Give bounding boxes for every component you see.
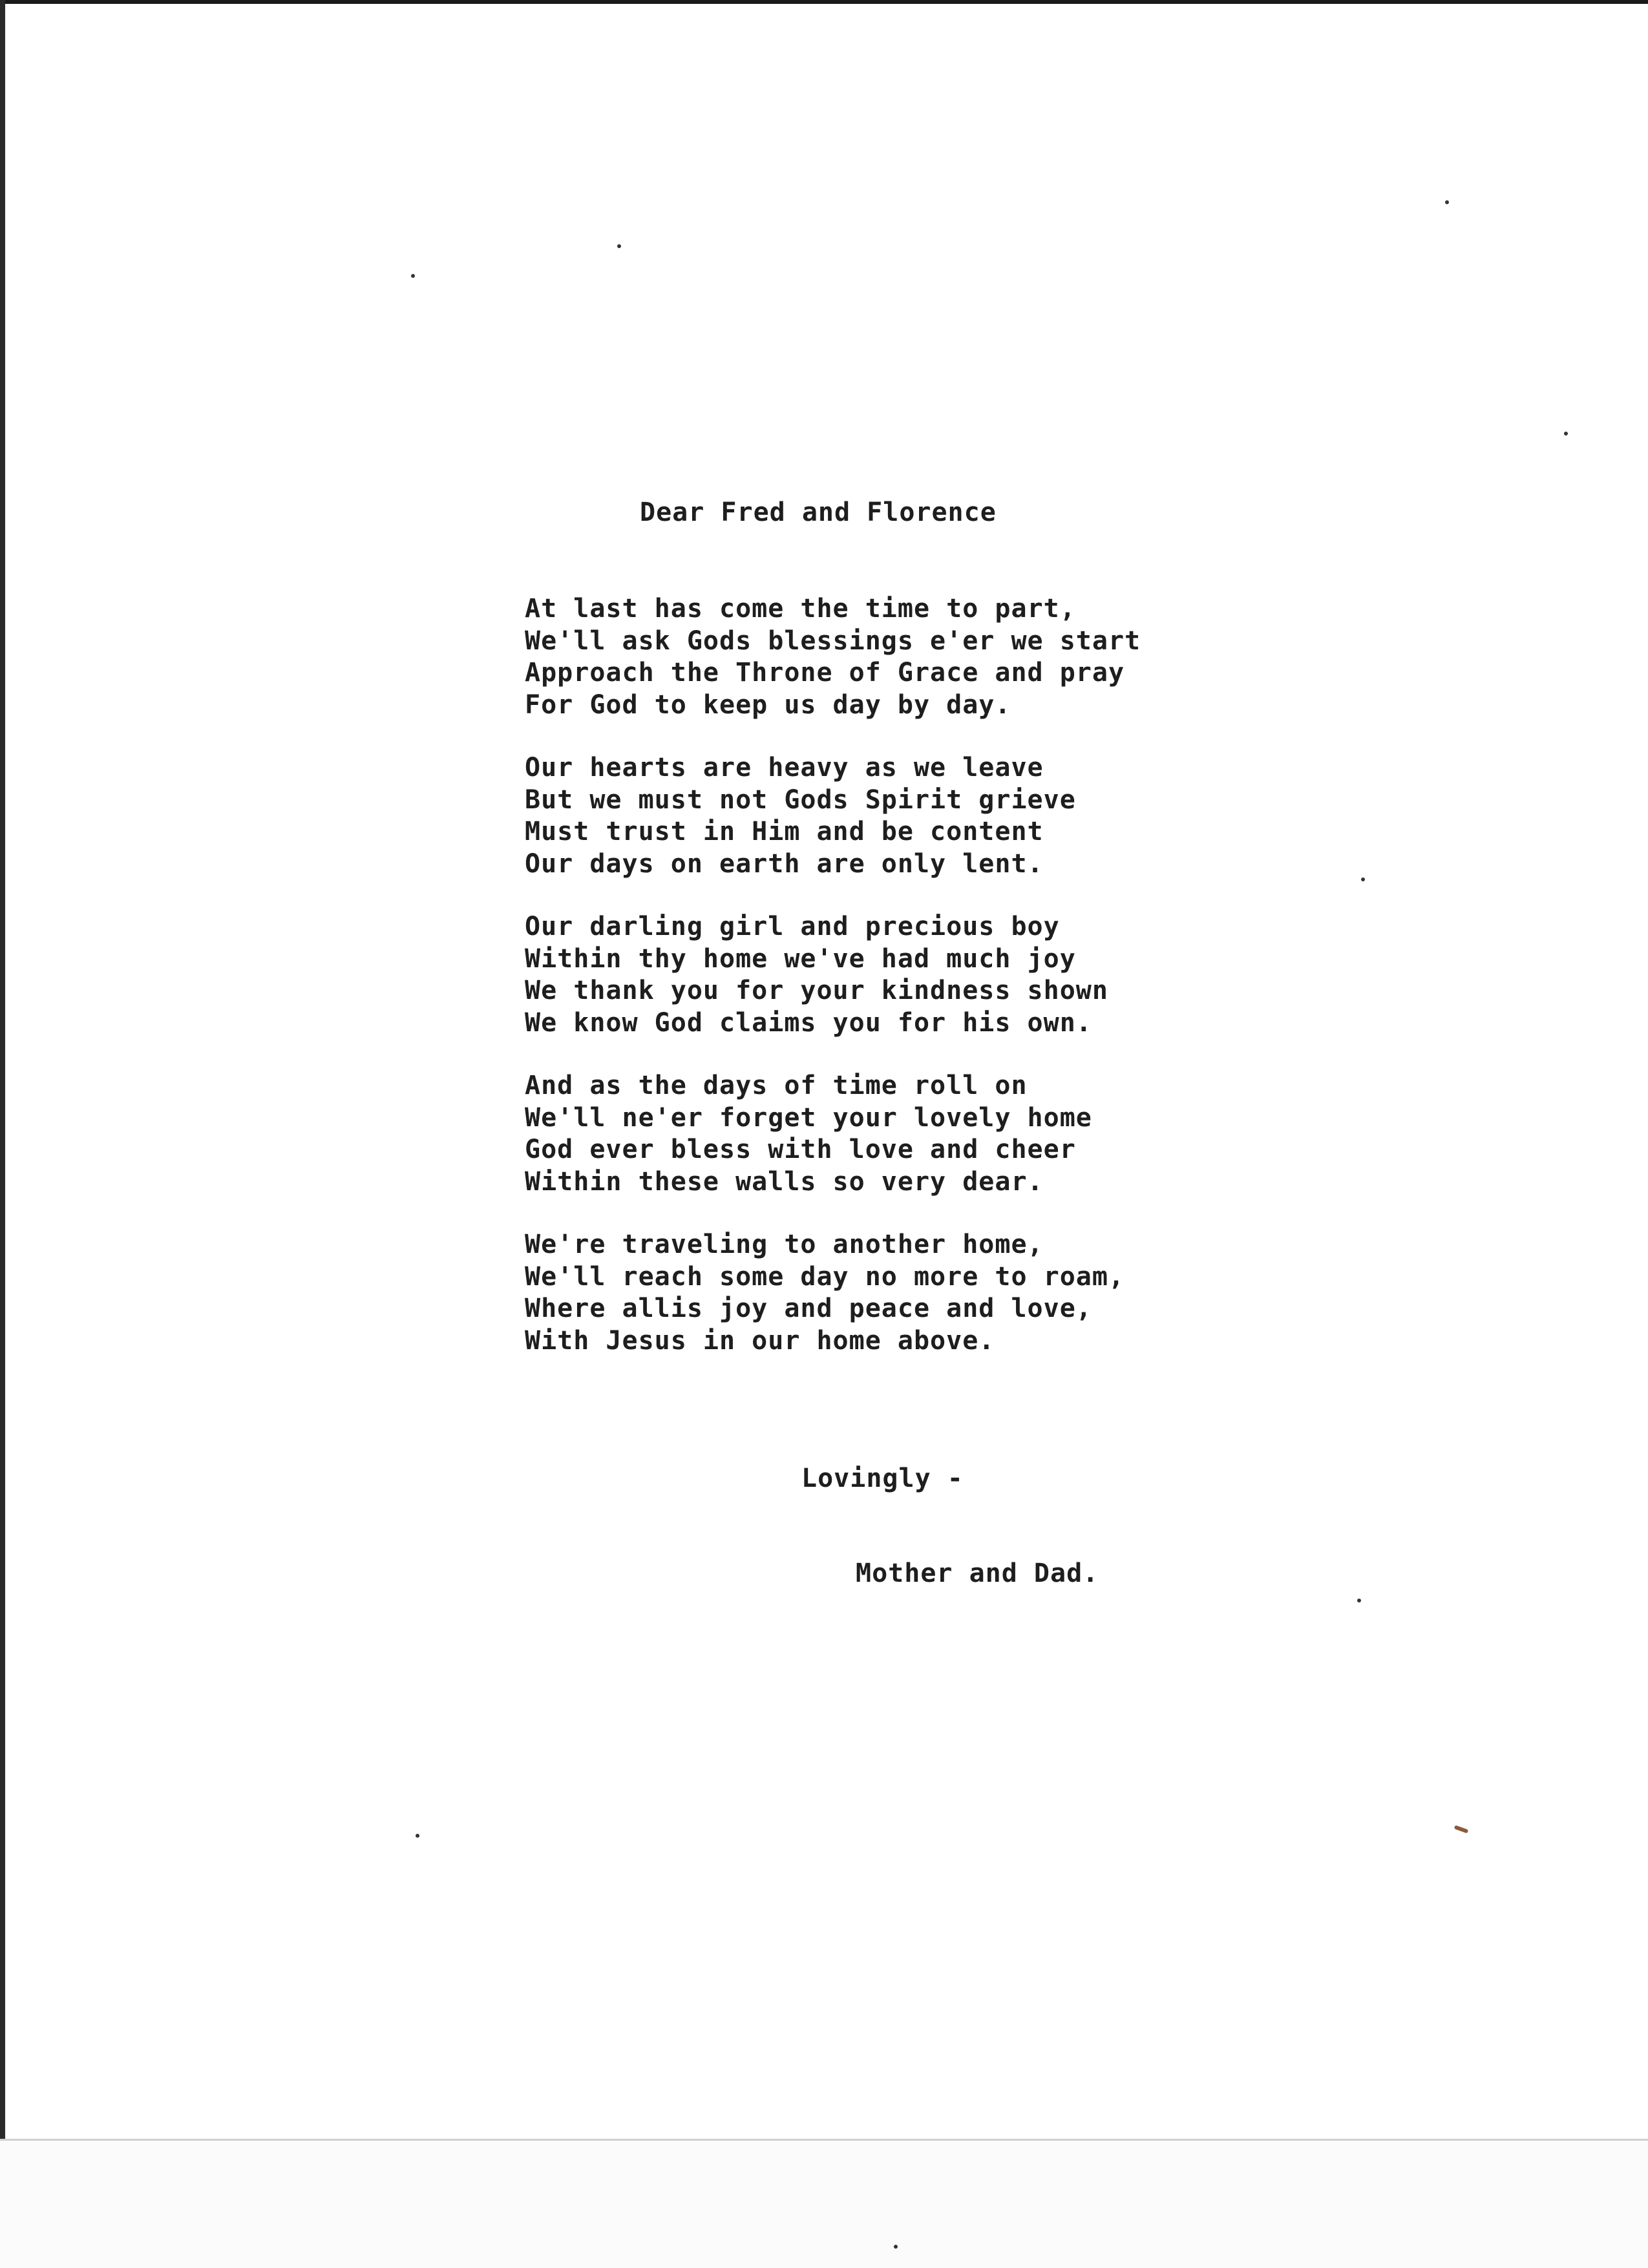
poem-line: We'll reach some day no more to roam, (525, 1261, 1125, 1292)
dust-speck (416, 1834, 419, 1838)
closing-block (801, 1400, 1099, 1653)
salutation: Dear Fred and Florence (640, 498, 997, 527)
poem-line: Within thy home we've had much joy (525, 943, 1076, 974)
poem-line: Where allis joy and peace and love, (525, 1294, 1092, 1323)
stanza-2 (525, 752, 1333, 880)
poem-line: At last has come the time to part, (525, 594, 1076, 624)
poem-line: We'll ask Gods blessings e'er we start (525, 625, 1141, 656)
poem-line: We thank you for your kindness shown (525, 976, 1108, 1005)
poem-line: Our hearts are heavy as we leave (525, 753, 1044, 782)
poem-line: Must trust in Him and be content (525, 817, 1044, 846)
stanza-4 (525, 1070, 1333, 1198)
stanza-1 (525, 593, 1333, 721)
poem-line: With Jesus in our home above. (525, 1325, 995, 1356)
dust-speck (1357, 1599, 1361, 1602)
poem-line: Approach the Throne of Grace and pray (525, 658, 1125, 688)
dust-speck (894, 2245, 898, 2249)
dust-speck (1361, 877, 1365, 881)
poem-line: God ever bless with love and cheer (525, 1135, 1076, 1164)
poem-line: We're traveling to another home, (525, 1230, 1044, 1259)
dust-speck (1564, 432, 1568, 436)
scan-bottom-band (0, 2139, 1648, 2268)
dust-speck (411, 274, 415, 278)
poem-line: Our days on earth are only lent. (525, 848, 1044, 879)
poem-line: But we must not Gods Spirit grieve (525, 784, 1076, 815)
scan-left-edge (0, 0, 5, 2266)
scan-top-edge (0, 0, 1648, 4)
poem-line: We'll ne'er forget your lovely home (525, 1102, 1092, 1133)
poem-line: And as the days of time roll on (525, 1071, 1028, 1100)
dust-speck (1445, 200, 1449, 204)
poem (525, 593, 1333, 1388)
poem-line: Within these walls so very dear. (525, 1166, 1044, 1197)
stanza-3 (525, 911, 1333, 1039)
closing-line: Lovingly - (801, 1464, 964, 1493)
dust-speck (617, 244, 621, 248)
signature: Mother and Dad. (856, 1559, 1099, 1588)
poem-line: We know God claims you for his own. (525, 1007, 1092, 1038)
poem-line: For God to keep us day by day. (525, 689, 1011, 720)
stanza-5 (525, 1229, 1333, 1357)
stain-mark (1454, 1825, 1469, 1833)
poem-line: Our darling girl and precious boy (525, 912, 1060, 941)
